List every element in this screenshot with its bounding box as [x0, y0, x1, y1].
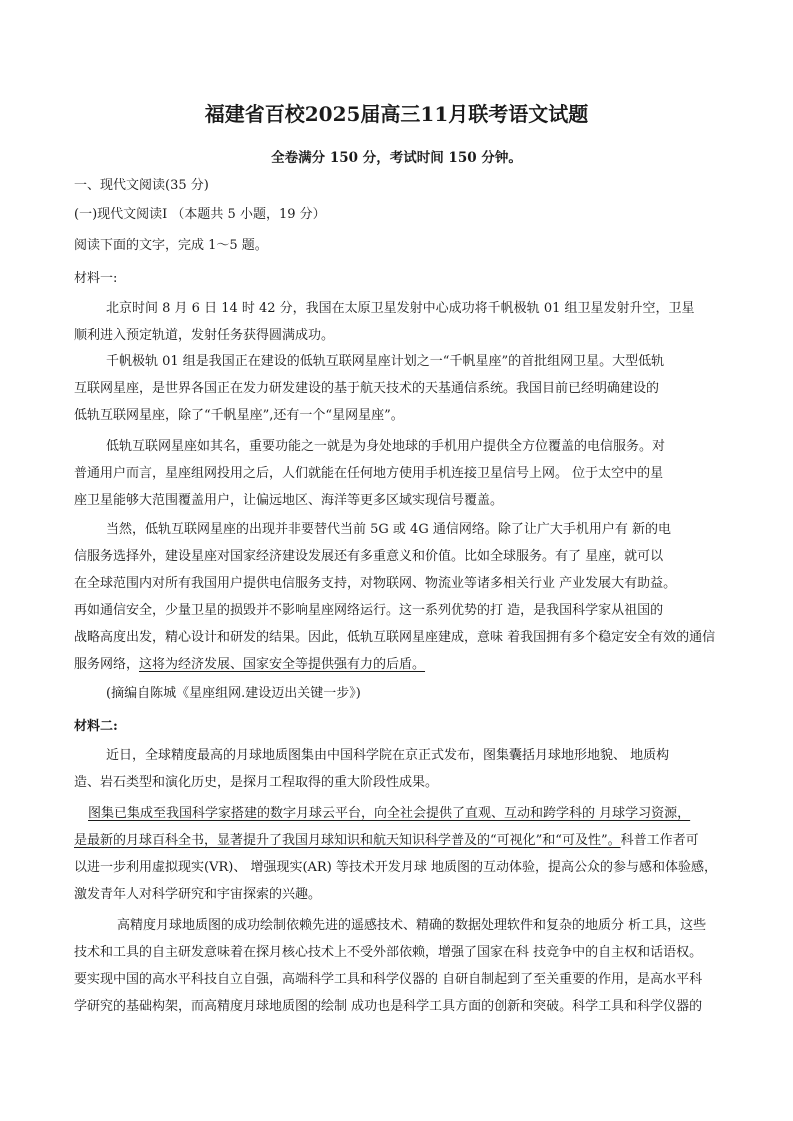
paragraph-line-with-underline: [74, 657, 425, 673]
underlined-sentence: 图集已集成至我国科学家搭建的数字月球云平台，向全社会提供了直观、互动和跨学科的 月球学习资源，: [88, 806, 691, 821]
source-citation: (摘编自陈城《星座组网.建设迈出关键一步》): [106, 686, 361, 701]
section-heading: 一、现代文阅读(35 分): [74, 178, 209, 193]
underlined-sentence: 这将为经济发展、国家安全等提供强有力的后盾。: [139, 657, 426, 672]
paragraph-line: 低轨互联网星座如其名，重要功能之一就是为身处地球的手机用户提供全方位覆盖的电信服务。对: [106, 439, 666, 454]
text-segment: 科普工作者可: [620, 833, 699, 848]
document-title: 福建省百校2025届高三11月联考语文试题: [204, 102, 589, 126]
instruction-text: 阅读下面的文字，完成 1～5 题。: [74, 238, 268, 253]
paragraph-line: 千帆极轨 01 组是我国正在建设的低轨互联网星座计划之一“千帆星座”的首批组网卫星。大型低轨: [106, 354, 665, 369]
text-segment: 服务网络，: [74, 657, 140, 672]
paragraph-line: 以进一步利用虚拟现实(VR)、 增强现实(AR) 等技术开发月球 地质图的互动体验，提高公众的参与感和体验感，: [74, 860, 718, 875]
paragraph-line-with-underline: [74, 833, 699, 849]
paragraph-line: 低轨互联网星座，除了“千帆星座”,还有一个“星网星座”。: [74, 408, 404, 423]
paragraph-line: 学研究的基础构架，而高精度月球地质图的绘制 成功也是科学工具方面的创新和突破。科学工具和科学仪器的: [74, 999, 703, 1014]
paragraph-line: 高精度月球地质图的成功绘制依赖先进的遥感技术、精确的数据处理软件和复杂的地质分 析工具，这些: [117, 918, 707, 933]
underlined-line: [88, 806, 690, 822]
paragraph-line: 战略高度出发，精心设计和研发的结果。因此，低轨互联网星座建成，意味 着我国拥有多个稳定安全有效的通信: [74, 630, 716, 645]
underlined-sentence: 是最新的月球百科全书，显著提升了我国月球知识和航天知识科学普及的“可视化”和“可及性”。: [74, 833, 621, 848]
paragraph-line: 座卫星能够大范围覆盖用户，让偏远地区、海洋等更多区域实现信号覆盖。: [74, 493, 504, 508]
exam-subtitle: 全卷满分 150 分，考试时间 150 分钟。: [271, 150, 522, 166]
paragraph-line: 再如通信安全，少量卫星的损毁并不影响星座网络运行。这一系列优势的打 造，是我国科学家从祖国的: [74, 603, 664, 618]
paragraph-line: 激发青年人对科学研究和宇宙探索的兴趣。: [74, 887, 322, 902]
paragraph-line: 技术和工具的自主研发意味着在探月核心技术上不受外部依赖，增强了国家在科 技竞争中的自主权和话语权。: [74, 945, 703, 960]
paragraph-line: 要实现中国的高水平科技自立自强，高端科学工具和科学仪器的 自研自制起到了至关重要的作用，是高水平科: [74, 972, 703, 987]
paragraph-line: 互联网星座，是世界各国正在发力研发建设的基于航天技术的天基通信系统。我国目前已经明确建设的: [74, 381, 660, 396]
paragraph-line: 普通用户而言，星座组网投用之后，人们就能在任何地方使用手机连接卫星信号上网。 位于太空中的星: [74, 466, 664, 481]
material-1-label: 材料一:: [74, 271, 118, 286]
paragraph-line: 造、岩石类型和演化历史，是探月工程取得的重大阶段性成果。: [74, 775, 439, 790]
paragraph-line: 北京时间 8 月 6 日 14 时 42 分，我国在太原卫星发射中心成功将千帆极轨 01 组卫星发射升空，卫星: [106, 301, 695, 316]
material-2-label: 材料二:: [74, 719, 118, 734]
subsection-heading: (一)现代文阅读Ⅰ （本题共 5 小题，19 分）: [74, 207, 326, 222]
paragraph-line: 顺利进入预定轨道，发射任务获得圆满成功。: [74, 328, 335, 343]
paragraph-line: 信服务选择外，建设星座对国家经济建设发展还有多重意义和价值。比如全球服务。有了 星座，就可以: [74, 549, 664, 564]
paragraph-line: 在全球范围内对所有我国用户提供电信服务支持，对物联网、物流业等诸多相关行业 产业发展大有助益。: [74, 576, 677, 591]
paragraph-line: 近日，全球精度最高的月球地质图集由中国科学院在京正式发布，图集囊括月球地形地貌、 地质构: [106, 748, 670, 763]
paragraph-line: 当然，低轨互联网星座的出现并非要替代当前 5G 或 4G 通信网络。除了让广大手机用户有 新的电: [106, 522, 671, 537]
